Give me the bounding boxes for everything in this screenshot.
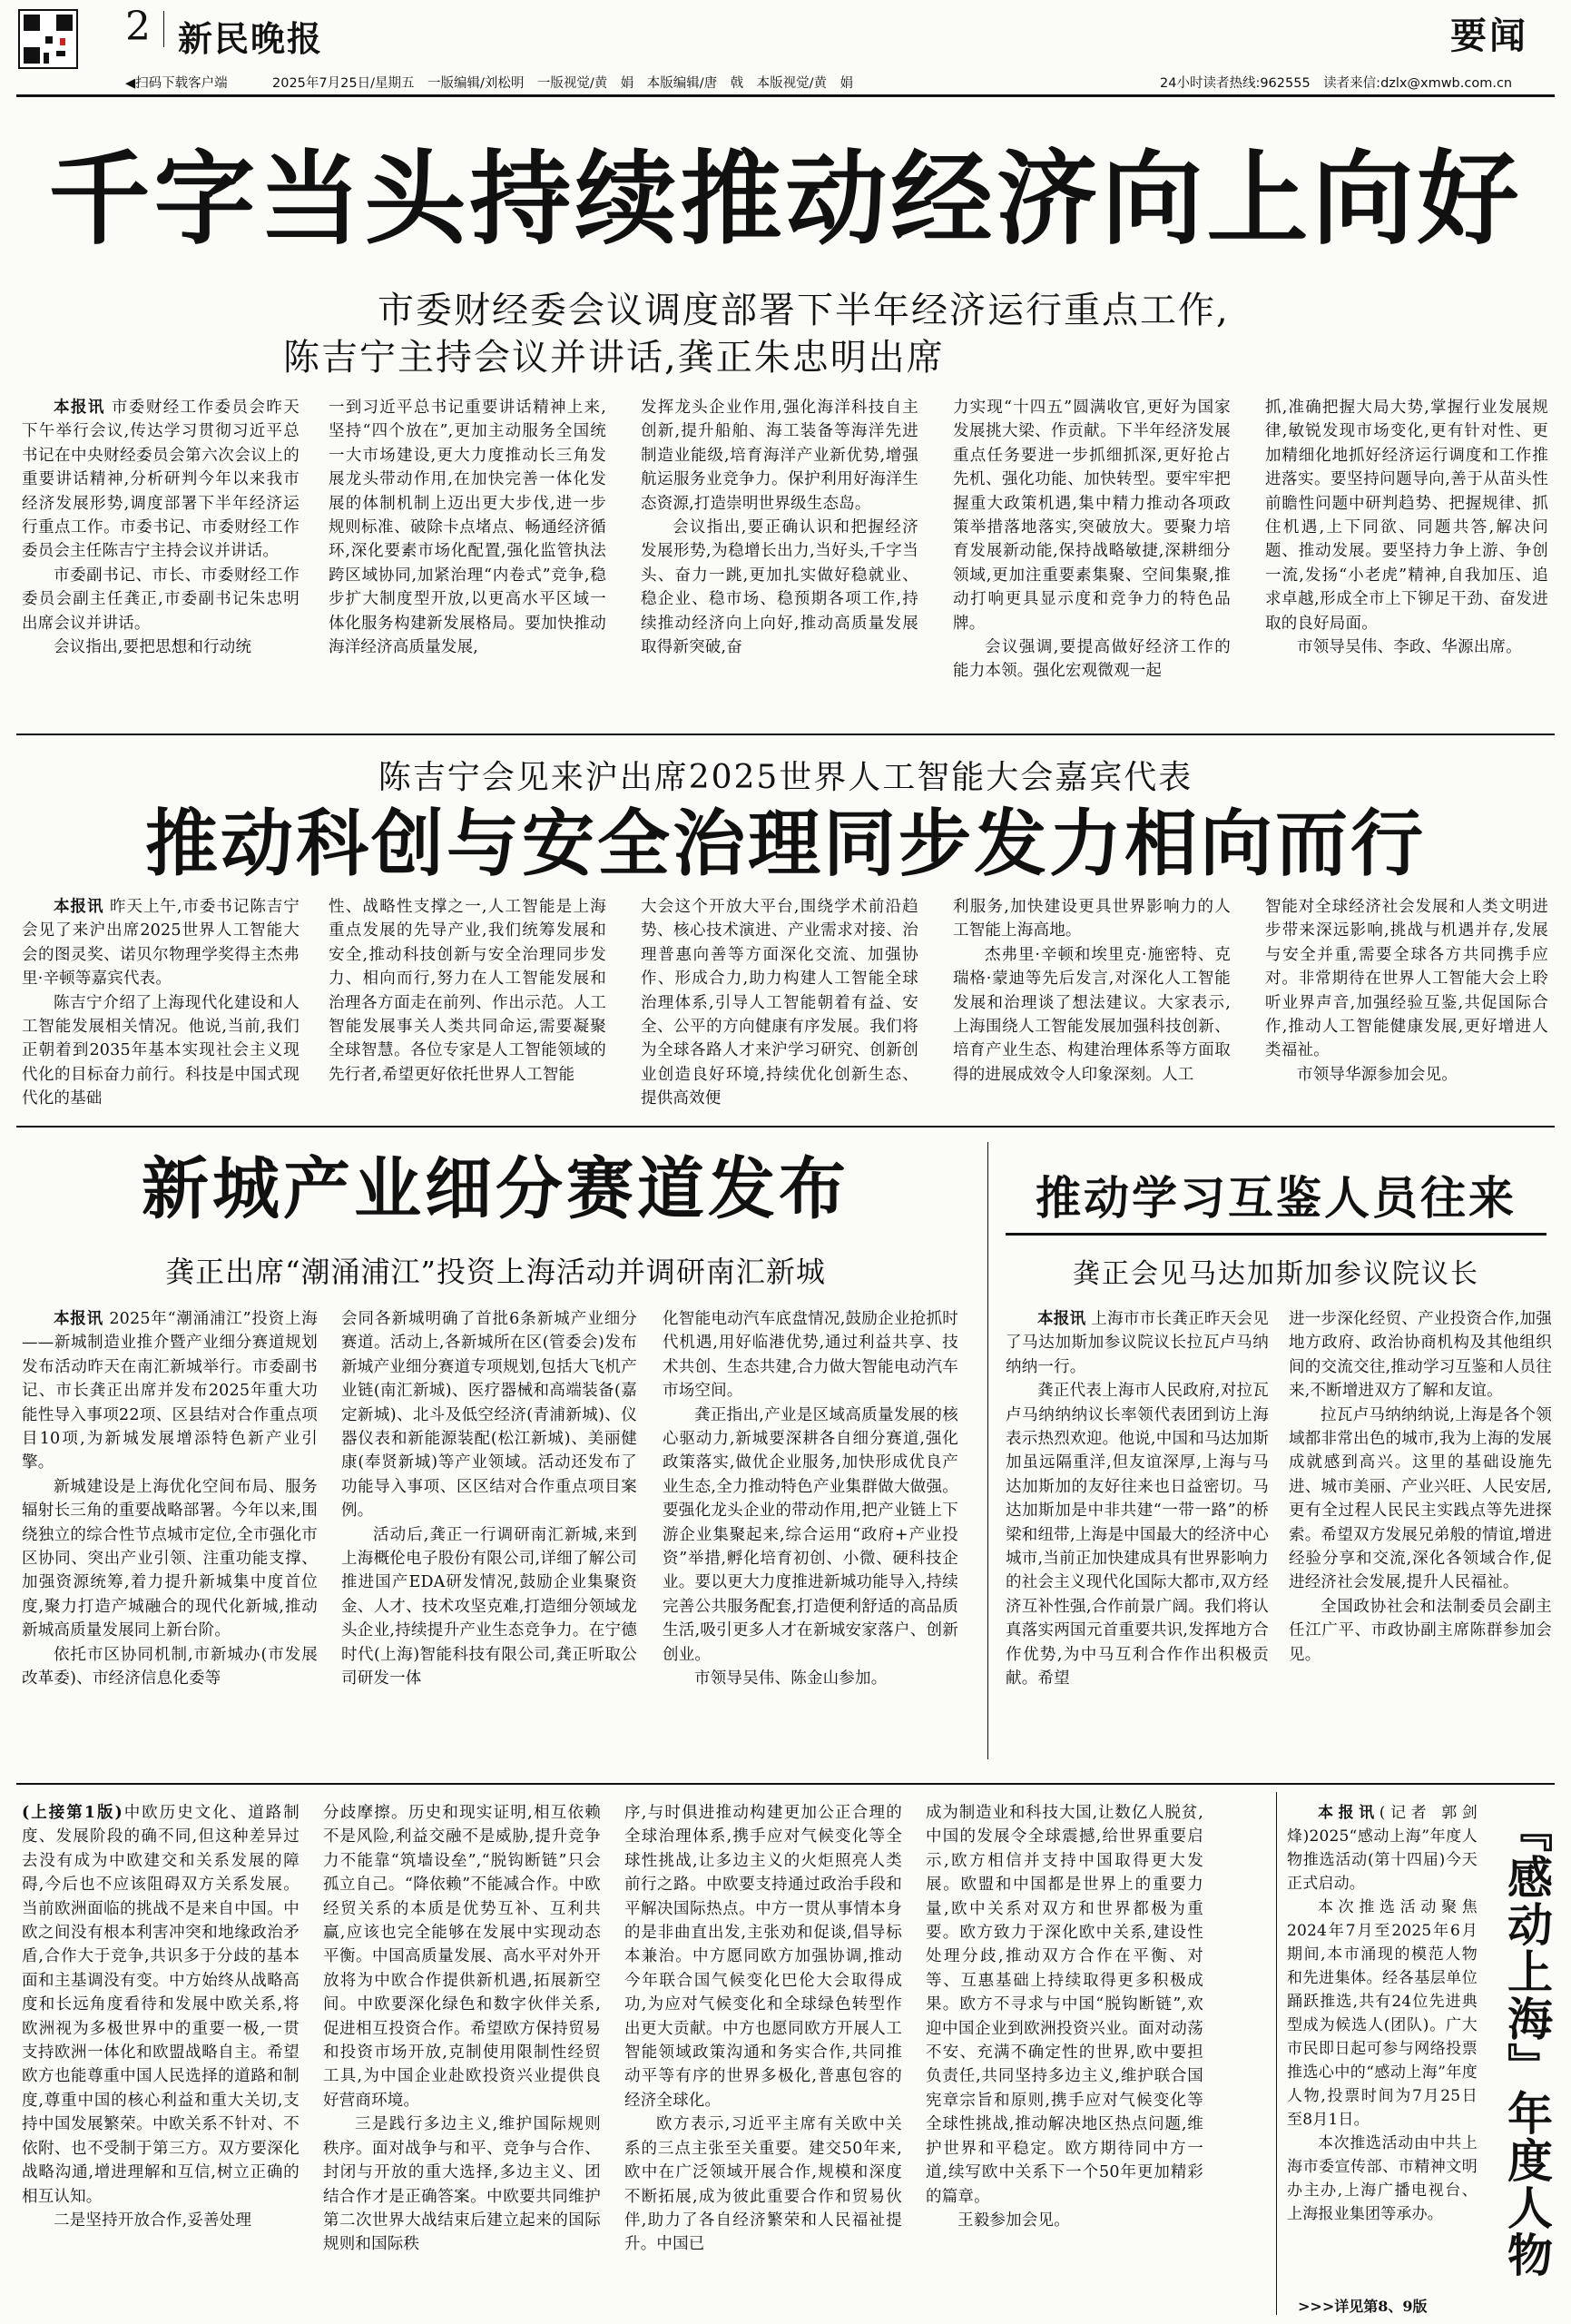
article1-subhead-line1: 市委财经委会议调度部署下半年经济运行重点工作, <box>378 290 1230 331</box>
article2-headline: 推动科创与安全治理同步发力相向而行 <box>145 802 1426 886</box>
article5-paragraph: 成为制造业和科技大国,让数亿人脱贫,中国的发展令全球震撼,给世界重要启示,欧方相信并支持中国取得更大发展。欧盟和中国都是世界上的重要力量,欧中关系对双方和世界都极为重要。欧方致力于深化欧中关系,建设性处理分歧,推动双方合作在平衡、对等、互惠基础上持续取得更多积极成果。欧方不寻求与中国“脱钩断链”,欢迎中国企业到欧洲投资兴业。面对动荡不安、充满不确定性的世界,欧中要担负责任,共同坚持多边主义,维护联合国宪章宗旨和原则,携手应对气候变化等全球性挑战,推动解决地区热点问题,维护世界和平稳定。欧方期待同中方一道,续写欧中关系下一个50年更加精彩的篇章。 <box>926 1804 1203 2206</box>
article5-paragraph: 序,与时俱进推动构建更加公正合理的全球治理体系,携手应对气候变化等全球性挑战,让多边主义的火炬照亮人类前行之路。中欧要支持通过政治手段和平解决国际热点。中方一贯从事情本身的是非曲直出发,主张劝和促谈,倡导标本兼治。中方愿同欧方加强协调,推动今年联合国气候变化巴伦大会取得成功,为应对气候变化和全球绿色转型作出更大贡献。中方也愿同欧方开展人工智能领域政策沟通和务实合作,共同推动平等有序的世界多极化,普惠包容的经济全球化。 <box>624 1804 902 2110</box>
article3-column-3 <box>663 1307 958 1750</box>
qr-code-icon[interactable] <box>18 9 78 69</box>
article4-headline: 推动学习互鉴人员往来 <box>1036 1172 1517 1225</box>
see-more-link[interactable]: >>>详见第8、9版 <box>1298 2298 1428 2315</box>
article5-paragraph: 欧方表示,习近平主席有关欧中关系的三点主张至关重要。建交50年来,欧中在广泛领域开展合作,规模和深度不断拓展,成为彼此重要合作和贸易伙伴,助力了各自经济繁荣和人民福祉提升。中国已 <box>624 2115 902 2254</box>
masthead-divider <box>163 11 164 47</box>
article4-bottom-rule <box>16 1783 1555 1785</box>
article2-paragraph: 市领导华源参加会见。 <box>1297 1065 1458 1084</box>
article4-headline-rule <box>1006 1233 1546 1236</box>
article2-paragraph: 智能对全球经济社会发展和人类文明进步带来深远影响,挑战与机遇并存,发展与安全并重,需要全球各方共同携手应对。非常期待在世界人工智能大会上聆听业界声音,加强经验互鉴,共促国际合作,推动人工智能健康发展,更好增进人类福祉。 <box>1265 898 1548 1060</box>
page-number: 2 <box>125 4 151 50</box>
article1-paragraph: 会议指出,要正确认识和把握经济发展形势,为稳增长出力,当好头,千字当头、奋力一跳,更加扎实做好稳就业、稳企业、稳市场、稳预期各项工作,持续推动经济向上向好,推动高质量发展取得新突破,奋 <box>641 518 918 657</box>
masthead-rule <box>16 94 1555 97</box>
article1-column-5 <box>1265 396 1548 708</box>
article3-lead: 本报讯 <box>54 1310 103 1328</box>
article6-vertical-title: 『感动上海』年度人物 <box>1500 1807 1553 2279</box>
column-divider <box>987 1142 988 1759</box>
article1-subhead-line2: 陈吉宁主持会议并讲话,龚正朱忠明出席 <box>283 337 945 379</box>
article1-paragraph: 市委副书记、市长、市委财经工作委员会副主任龚正,市委副书记朱忠明出席会议并讲话。 <box>22 566 299 633</box>
article4-lead: 本报讯 <box>1037 1310 1086 1328</box>
article6-body <box>1287 1801 1478 2280</box>
article6-paragraph: 本次推选活动由中共上海市委宣传部、市精神文明办主办,上海广播电视台、上海报业集团等承办。 <box>1287 2134 1478 2223</box>
article1-paragraph: 一到习近平总书记重要讲话精神上来,坚持“四个放在”,更加主动服务全国统一大市场建设,更大力度推动长三角发展龙头带动作用,在加快完善一体化发展的体制机制上迈出更大步伐,进一步规则标准、破除卡点堵点、畅通经济循环,深化要素市场化配置,强化监管执法跨区域协同,加紧治理“内卷式”竞争,稳步扩大制度型开放,以更高水平区域一体化服务构建新发展格局。要加快推动海洋经济高质量发展, <box>329 399 606 657</box>
article5-paragraph: 王毅参加会见。 <box>957 2211 1070 2230</box>
article6-lead: 本报讯 <box>1318 1804 1380 1822</box>
article1-paragraph: 会议强调,要提高做好经济工作的能力本领。强化宏观微观一起 <box>953 638 1231 681</box>
article2-paragraph: 利服务,加快建设更具世界影响力的人工智能上海高地。 <box>953 898 1231 940</box>
article1-column-1 <box>22 396 299 708</box>
article5-paragraph: 分歧摩擦。历史和现实证明,相互依赖不是风险,利益交融不是威胁,提升竞争力不能靠“筑墙设垒”,“脱钩断链”只会孤立自己。“降依赖”不能减合作。中欧经贸关系的本质是优势互补、互利共赢,应该也完全能够在发展中实现动态平衡。中国高质量发展、高水平对外开放将为中欧合作提供新机遇,拓展新空间。中欧要深化绿色和数字伙伴关系,促进相互投资合作。希望欧方保持贸易和投资市场开放,克制使用限制性经贸工具,为中国企业赴欧投资兴业提供良好营商环境。 <box>323 1804 601 2110</box>
article1-paragraph: 抓,准确把握大局大势,掌握行业发展规律,敏锐发现市场变化,更有针对性、更加精细化地抓好经济运行调度和工作推进落实。要坚持问题导向,善于从苗头性前瞻性问题中研判趋势、把握规律、抓住机遇,上下同欲、同题共答,解决问题、推动发展。要坚持力争上游、争创一流,发扬“小老虎”精神,自我加压、追求卓越,形成全市上下铆足干劲、奋发进取的良好局面。 <box>1265 399 1548 633</box>
article4-column-2 <box>1289 1307 1552 1750</box>
article3-paragraph: 会同各新城明确了首批6条新城产业细分赛道。活动上,各新城所在区(管委会)发布新城产业细分赛道专项规划,包括大飞机产业链(南汇新城)、医疗器械和高端装备(嘉定新城)、北斗及低空经济(青浦新城)、仪器仪表和新能源装配(松江新城)、美丽健康(奉贤新城)等产业领域。活动还发布了功能导入事项、区区结对合作重点项目案例。 <box>341 1310 637 1521</box>
article5-paragraph: 中欧历史文化、道路制度、发展阶段的确不同,但这种差异过去没有成为中欧建交和关系发展的障碍,今后也不应该阻碍双方关系发展。当前欧洲面临的挑战不是来自中国。中欧之间没有根本利害冲突和地缘政治矛盾,合作大于竞争,共识多于分歧的基本面和主基调没有变。中方始终从战略高度和长远角度看待和发展中欧关系,将欧洲视为多极世界中的重要一极,一贯支持欧洲一体化和欧盟战略自主。希望欧方也能尊重中国人民选择的道路和制度,尊重中国的核心利益和重大关切,支持中国发展繁荣。中欧关系不针对、不依附、也不受制于第三方。双方要深化战略沟通,增进理解和互信,树立正确的相互认知。 <box>22 1804 299 2206</box>
article2-lead-text: 昨天上午,市委书记陈吉宁会见了来沪出席2025世界人工智能大会的图灵奖、诺贝尔物理学奖得主杰弗里·辛顿等嘉宾代表。 <box>22 898 299 989</box>
article2-bottom-rule <box>16 1126 1555 1128</box>
article1-bottom-rule <box>16 734 1555 735</box>
article2-column-1 <box>22 895 299 1106</box>
article2-paragraph: 性、战略性支撑之一,人工智能是上海重点发展的先导产业,我们统筹发展和安全,推动科技创新与安全治理同步发力、相向而行,努力在人工智能发展和治理各方面走在前列、作出示范。人工智能发展事关人类共同命运,需要凝聚全球智慧。各位专家是人工智能领域的先行者,希望更好依托世界人工智能 <box>329 898 606 1084</box>
article1-column-2 <box>329 396 606 708</box>
scan-download-label[interactable]: ◀扫码下载客户端 <box>125 76 228 91</box>
article2-paragraph: 大会这个开放大平台,围绕学术前沿趋势、核心技术演进、产业需求对接、治理普惠向善等方面深化交流、加强协作、形成合力,助力构建人工智能全球治理体系,引导人工智能朝着有益、安全、公平的方向健康有序发展。我们将为全球各路人才来沪学习研究、创新创业创造良好环境,持续优化创新生态、提供高效便 <box>641 898 918 1106</box>
article6-paragraph: 本次推选活动聚焦2024年7月至2025年6月期间,本市涌现的模范人物和先进集体。经各基层单位踊跃推选,共有24位先进典型成为候选人(团队)。广大市民即日起可参与网络投票推选心中的“感动上海”年度人物,投票时间为7月25日至8月1日。 <box>1287 1898 1478 2129</box>
article6-byline: (记者 郭剑烽) <box>1287 1804 1478 1846</box>
article2-column-5 <box>1265 895 1548 1106</box>
article5-paragraph: 二是坚持开放合作,妥善处理 <box>54 2211 252 2230</box>
article3-paragraph: 新城建设是上海优化空间布局、服务辐射长三角的重要战略部署。今年以来,围绕独立的综合性节点城市定位,全市强化市区协同、突出产业引领、注重功能支撑、加强资源统筹,着力提升新城集中度首位度,聚力打造产城融合的现代化新城,推动新城高质量发展同上新台阶。 <box>22 1477 318 1640</box>
reader-hotline: 24小时读者热线:962555 读者来信:dzlx@xmwb.com.cn <box>1160 76 1513 91</box>
article4-paragraph: 全国政协社会和法制委员会副主任江广平、市政协副主席陈群参加会见。 <box>1289 1597 1552 1664</box>
article1-paragraph: 市领导吴伟、李政、华源出席。 <box>1297 638 1522 657</box>
article3-paragraph: 依托市区协同机制,市新城办(市发展改革委)、市经济信息化委等 <box>22 1645 318 1689</box>
article2-column-4 <box>953 895 1231 1106</box>
article3-paragraph: 市领导吴伟、陈金山参加。 <box>694 1669 888 1689</box>
article5-column-4 <box>926 1801 1203 2309</box>
paper-name: 新民晚报 <box>178 18 324 59</box>
article5-paragraph: 三是践行多边主义,维护国际规则秩序。面对战争与和平、竞争与合作、封闭与开放的重大选择,多边主义、团结合作才是正确答案。中欧要共同维护第二次世界大战结束后建立起来的国际规则和国际秩 <box>323 2115 601 2254</box>
article4-paragraph: 拉瓦卢马纳纳纳说,上海是各个领域都非常出色的城市,我为上海的发展成就感到高兴。这里的基础设施先进、城市美丽、产业兴旺、人民安居,更有全过程人民民主实践点等先进探索。希望双方发展兄弟般的情谊,增进经验分享和交流,深化各领域合作,促进经济社会发展,提升人民福祉。 <box>1289 1405 1552 1592</box>
article3-paragraph: 龚正指出,产业是区域高质量发展的核心驱动力,新城要深耕各自细分赛道,强化政策落实,做优企业服务,加快形成优良产业生态,全力推动特色产业集群做大做强。要强化龙头企业的带动作用,把产业链上下游企业集聚起来,综合运用“政府+产业投资”举措,孵化培育初创、小微、硬科技企业。要以更大力度推进新城功能导入,持续完善公共服务配套,打造便利舒适的高品质生活,吸引更多人才在新城安家落户、创新创业。 <box>663 1405 958 1664</box>
article3-subhead: 龚正出席“潮涌浦江”投资上海活动并调研南汇新城 <box>165 1255 826 1289</box>
article4-lead-text: 上海市市长龚正昨天会见了马达加斯加参议院议长拉瓦卢马纳纳纳一行。 <box>1006 1310 1269 1376</box>
article2-column-3 <box>641 895 918 1106</box>
article1-paragraph: 会议指出,要把思想和行动统 <box>54 638 252 657</box>
date-editor-line: 2025年7月25日/星期五 一版编辑/刘松明 一版视觉/黄 娟 本版编辑/唐 戟 本版视觉/黄 娟 <box>272 76 854 91</box>
article1-column-3 <box>641 396 918 708</box>
article5-column-2 <box>323 1801 601 2309</box>
article2-paragraph: 杰弗里·辛顿和埃里克·施密特、克瑞格·蒙迪等先后发言,对深化人工智能发展和治理谈了想法建议。大家表示,上海围绕人工智能发展加强科技创新、培育产业生态、构建治理体系等方面取得的进展成效令人印象深刻。人工 <box>953 945 1231 1084</box>
article4-column-1 <box>1006 1307 1269 1750</box>
article3-lead-text: 2025年“潮涌浦江”投资上海——新城制造业推介暨产业细分赛道规划发布活动昨天在南汇新城举行。市委副书记、市长龚正出席并发布2025年重大功能性导入事项22项、区县结对合作重点项目10项,为新城发展增添特色新产业引擎。 <box>22 1310 318 1472</box>
column-divider <box>1276 1792 1277 2315</box>
article1-headline: 千字当头持续推动经济向上向好 <box>48 141 1523 259</box>
article5-column-1 <box>22 1801 299 2309</box>
article2-paragraph: 陈吉宁介绍了上海现代化建设和人工智能发展相关情况。他说,当前,我们正朝着到2035年基本实现社会主义现代化的目标奋力前行。科技是中国式现代化的基础 <box>22 993 299 1106</box>
article2-column-2 <box>329 895 606 1106</box>
article3-column-2 <box>341 1307 637 1750</box>
article6-lead-text: 2025“感动上海”年度人物推选活动(第十四届)今天正式启动。 <box>1287 1827 1478 1893</box>
article1-paragraph: 发挥龙头企业作用,强化海洋科技自主创新,提升船舶、海工装备等海洋先进制造业能级,培育海洋产业新优势,增强航运服务业竞争力。保护利用好海洋生态资源,打造崇明世界级生态岛。 <box>641 399 918 513</box>
article2-lead: 本报讯 <box>54 898 104 916</box>
article3-column-1 <box>22 1307 318 1750</box>
article3-paragraph: 活动后,龚正一行调研南汇新城,来到上海概伦电子股份有限公司,详细了解公司推进国产EDA研发情况,鼓励企业集聚资金、人才、技术攻坚克难,打造细分领域龙头企业,持续提升产业生态竞争力。在宁德时代(上海)智能科技有限公司,龚正听取公司研发一体 <box>341 1525 637 1689</box>
article5-column-3 <box>624 1801 902 2309</box>
article1-lead-text: 市委财经工作委员会昨天下午举行会议,传达学习贯彻习近平总书记在中央财经委员会第六次会议上的重要讲话精神,分析研判今年以来我市经济发展形势,调度部署下半年经济运行重点工作。市委书记、市委财经工作委员会主任陈吉宁主持会议并讲话。 <box>22 399 299 561</box>
article4-paragraph: 龚正代表上海市人民政府,对拉瓦卢马纳纳纳议长率领代表团到访上海表示热烈欢迎。他说,中国和马达加斯加虽远隔重洋,但友谊深厚,上海与马达加斯加的友好往来也日益密切。马达加斯加是中非共建“一带一路”的桥梁和纽带,上海是中国最大的经济中心城市,当前正加快建成具有世界影响力的社会主义现代化国际大都市,双方经济互补性强,合作前景广阔。我们将认真落实两国元首重要共识,发挥地方合作优势,为中马互利合作作出积极贡献。希望 <box>1006 1382 1269 1689</box>
article3-headline: 新城产业细分赛道发布 <box>142 1150 849 1228</box>
article1-column-4 <box>953 396 1231 708</box>
article2-kicker: 陈吉宁会见来沪出席2025世界人工智能大会嘉宾代表 <box>378 759 1193 796</box>
article4-subhead: 龚正会见马达加斯加参议院议长 <box>1073 1258 1479 1290</box>
article3-paragraph: 化智能电动汽车底盘情况,鼓励企业抢抓时代机遇,用好临港优势,通过利益共享、技术共创、生态共建,合力做大智能电动汽车市场空间。 <box>663 1310 958 1401</box>
section-name: 要闻 <box>1450 15 1528 57</box>
article1-paragraph: 力实现“十四五”圆满收官,更好为国家发展挑大梁、作贡献。下半年经济发展重点任务要进一步抓细抓深,更好抢占先机、强化功能、加快转型。要牢牢把握重大政策机遇,集中精力推动各项政策举措落地落实,突破放大。要聚力培育发展新动能,保持战略敏捷,深耕细分领域,更加注重要素集聚、空间集聚,推动打响更具显示度和竞争力的特色品牌。 <box>953 399 1231 633</box>
article1-lead: 本报讯 <box>54 399 105 417</box>
continued-label: (上接第1版) <box>22 1804 123 1822</box>
article4-paragraph: 进一步深化经贸、产业投资合作,加强地方政府、政治协商机构及其他组织间的交流交往,推动学习互鉴和人员往来,不断增进双方了解和友谊。 <box>1289 1310 1552 1401</box>
